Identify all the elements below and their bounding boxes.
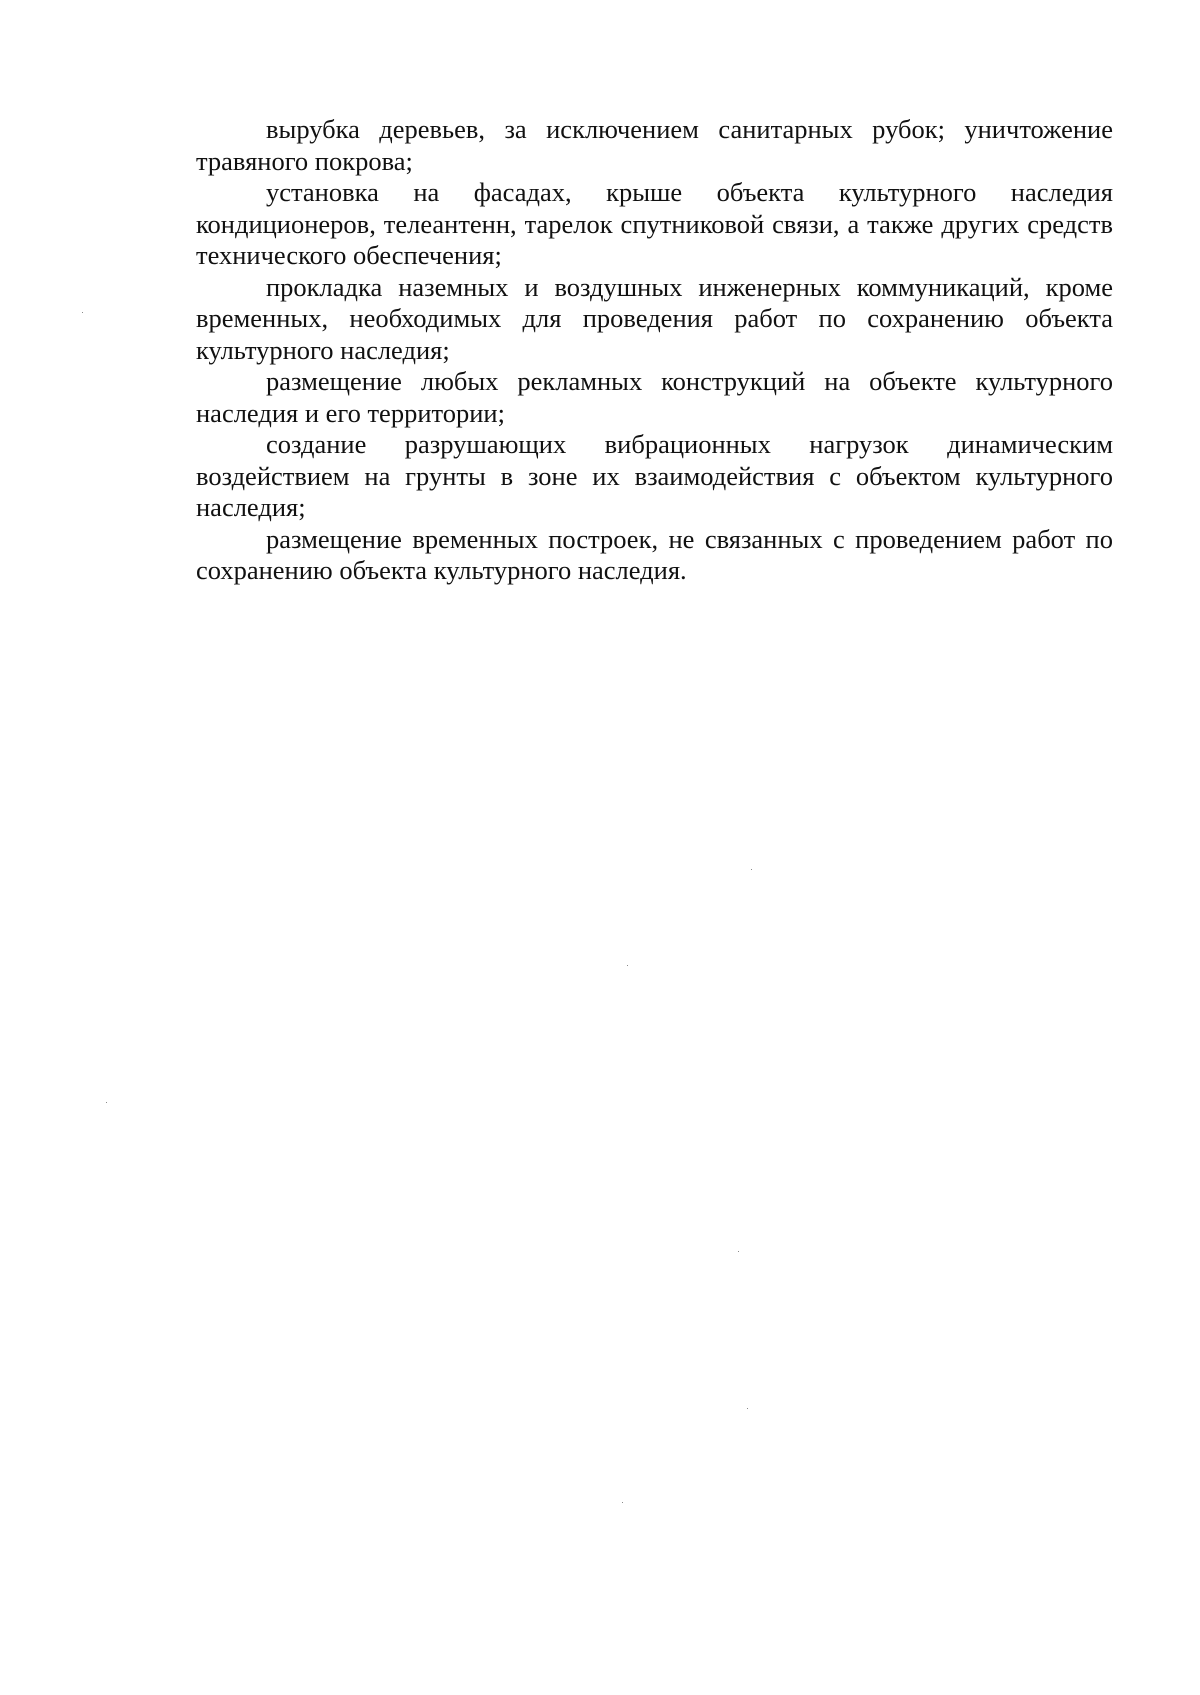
paragraph-vibration-loads: создание разрушающих вибрационных нагрузок динамическим воздействием на грунты в зоне их взаимодействия с объектом культурного наследия; xyxy=(196,429,1113,522)
paragraph-advertising: размещение любых рекламных конструкций на объекте культурного наследия и его территории; xyxy=(196,366,1113,428)
paragraph-temporary-buildings: размещение временных построек, не связанных с проведением работ по сохранению объекта культурного наследия. xyxy=(196,523,1113,585)
scan-speck xyxy=(627,965,628,966)
scan-speck xyxy=(747,1408,748,1409)
document-body xyxy=(196,114,1113,587)
scan-speck xyxy=(106,1102,107,1103)
paragraph-tree-felling: вырубка деревьев, за исключением санитарных рубок; уничтожение травяного покрова; xyxy=(196,114,1113,176)
paragraph-communications: прокладка наземных и воздушных инженерных коммуникаций, кроме временных, необходимых для проведения работ по сохранению объекта культурного наследия; xyxy=(196,271,1113,365)
paragraph-facade-equipment: установка на фасадах, крыше объекта культурного наследия кондиционеров, телеантенн, тарелок спутниковой связи, а также других средств технического обеспечения; xyxy=(196,177,1113,270)
scan-speck xyxy=(622,1502,623,1503)
scan-speck xyxy=(82,312,83,313)
scan-speck xyxy=(751,869,752,870)
scan-speck xyxy=(738,1251,739,1252)
